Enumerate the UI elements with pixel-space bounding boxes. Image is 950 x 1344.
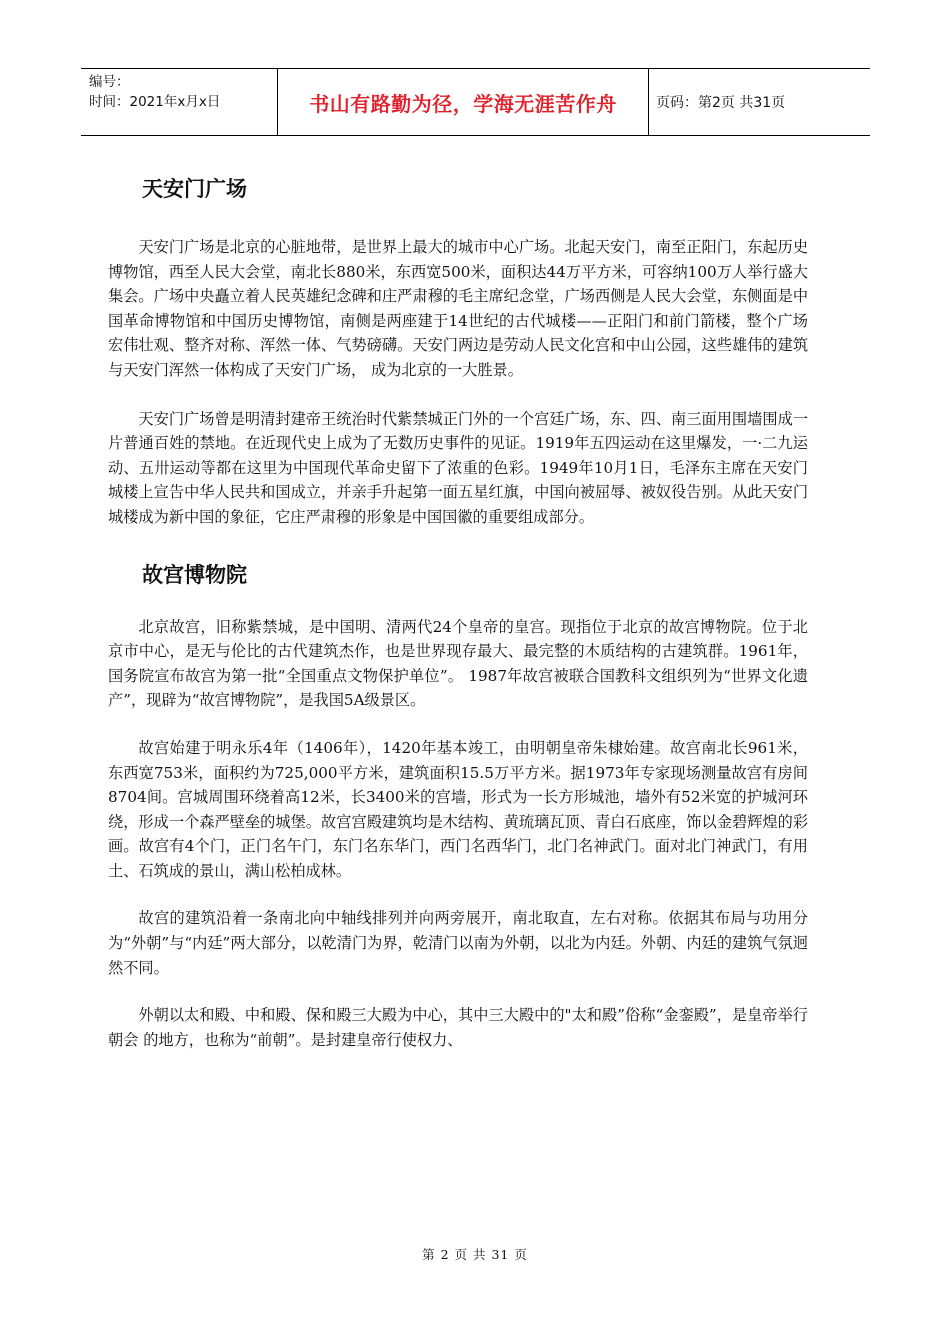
page-header (81, 68, 870, 136)
paragraph: 故宫的建筑沿着一条南北向中轴线排列并向两旁展开，南北取直，左右对称。依据其布局与功用分为“外朝”与“内廷”两大部分，以乾清门为界，乾清门以南为外朝，以北为内廷。外朝、内廷的建筑气氛迥然不同。 (108, 909, 808, 977)
section-title: 天安门广场 (142, 177, 247, 201)
header-motto: 书山有路勤为径，学海无涯苦作舟 (277, 69, 649, 135)
paragraph: 天安门广场曾是明清封建帝王统治时代紫禁城正门外的一个宫廷广场，东、四、南三面用围墙围成一片普通百姓的禁地。在近现代史上成为了无数历史事件的见证。1919年五四运动在这里爆发，一·二九运动、五卅运动等都在这里为中国现代革命史留下了浓重的色彩。1949年10月1日，毛泽东主席在天安门城楼上宣告中华人民共和国成立，并亲手升起第一面五星红旗，中国向被屈辱、被奴役告别。从此天安门城楼成为新中国的象征，它庄严肃穆的形象是中国国徽的重要组成部分。 (108, 409, 808, 526)
paragraph: 故宫始建于明永乐4年（1406年），1420年基本竣工，由明朝皇帝朱棣始建。故宫南北长961米，东西宽753米，面积约为725,000平方米，建筑面积15.5万平方米。据1973年专家现场测量故宫有房间8704间。宫城周围环绕着高12米，长3400米的宫墙，形式为一长方形城池，墙外有52米宽的护城河环绕，形成一个森严壁垒的城堡。故宫宫殿建筑均是木结构、黄琉璃瓦顶、青白石底座，饰以金碧辉煌的彩画。故宫有4个门，正门名午门，东门名东华门，西门名西华门，北门名神武门。面对北门神武门，有用土、石筑成的景山，满山松柏成林。 (108, 738, 808, 880)
document-number-label: 编号： (89, 74, 130, 90)
header-meta (81, 69, 277, 135)
document-body (108, 164, 808, 1052)
paragraph: 天安门广场是北京的心脏地带，是世界上最大的城市中心广场。北起天安门，南至正阳门，东起历史博物馆，西至人民大会堂，南北长880米，东西宽500米，面积达44万平方米，可容纳100万人举行盛大集会。广场中央矗立着人民英雄纪念碑和庄严肃穆的毛主席纪念堂，广场西侧是人民大会堂，东侧面是中国革命博物馆和中国历史博物馆，南侧是两座建于14世纪的古代城楼——正阳门和前门箭楼，整个广场宏伟壮观、整齐对称、浑然一体、气势磅礴。天安门两边是劳动人民文化宫和中山公园，这些雄伟的建筑与天安门浑然一体构成了天安门广场， 成为北京的一大胜景。 (108, 238, 808, 379)
header-page-info: 页码：第2页 共31页 (656, 95, 786, 111)
section-palace-museum (108, 558, 808, 1053)
section-tiananmen (108, 172, 808, 530)
paragraph: 北京故宫，旧称紫禁城，是中国明、清两代24个皇帝的皇宫。现指位于北京的故宫博物院。位于北京市中心，是无与伦比的古代建筑杰作，也是世界现存最大、最完整的木质结构的古建筑群。1961年，国务院宣布故宫为第一批“全国重点文物保护单位”。 1987年故宫被联合国教科文组织列为“世界文化遗产”，现辟为“故宫博物院”，是我国5A级景区。 (108, 617, 808, 710)
paragraph: 外朝以太和殿、中和殿、保和殿三大殿为中心，其中三大殿中的"太和殿”俗称“金銮殿”，是皇帝举行朝会 的地方，也称为“前朝”。是封建皇帝行使权力、 (108, 1006, 808, 1049)
page-footer: 第 2 页 共 31 页 (422, 1247, 528, 1262)
section-title: 故宫博物院 (142, 562, 247, 587)
document-time-label: 时间：2021年x月x日 (89, 94, 221, 110)
